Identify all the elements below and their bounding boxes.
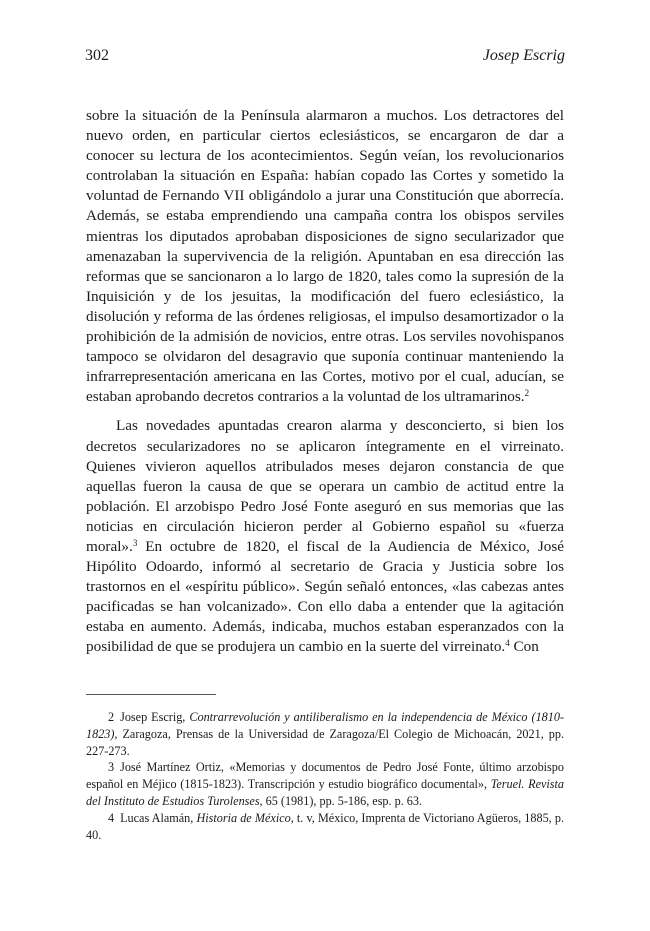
footnote-text: 65 (1981), pp. 5-186, esp. p. 63. xyxy=(262,793,423,808)
footnote-ref: 2 xyxy=(524,388,530,399)
footnote-text: Zaragoza, Prensas de la Universidad de Zaragoza/El Colegio de Michoacán, 2021, pp. 227-273. xyxy=(86,726,564,758)
footnote-text: t. v, México, Imprenta de Victoriano Agüeros, 1885, p. 40. xyxy=(86,810,564,842)
paragraph xyxy=(86,106,564,407)
footnote xyxy=(86,709,564,759)
page-number: 302 xyxy=(85,47,109,64)
footnote-text: Lucas Alamán, xyxy=(120,810,197,825)
footnotes xyxy=(86,709,564,843)
paragraph-text: Con xyxy=(509,638,539,656)
paragraph-text: En octubre de 1820, el fiscal de la Audiencia de México, José Hipólito Odoardo, informó al secretario de Gracia y Justicia sobre los trastornos en el «espíritu público». Según señaló entonces, «las cabezas antes pacificadas se han volcanizado». Con ello daba a entender que la agitación estaba en aumento. Además, indicaba, muchos estaban esperanzados con la posibilidad de que se produjera un cambio en la suerte del virreinato. xyxy=(86,537,564,656)
running-head: Josep Escrig xyxy=(482,47,565,64)
footnote-number: 2 xyxy=(108,710,115,724)
footnote-title: Teruel. Revista del Instituto de Estudios Turolenses, xyxy=(86,777,564,808)
paragraph xyxy=(86,416,564,657)
paragraph-text: sobre la situación de la Península alarmaron a muchos. Los detractores del nuevo orden, en particular ciertos eclesiásticos, se encargaron de dar a conocer su lectura de los acontecimientos. Según veían, los revolucionarios controlaban la situación en España: habían copado las Cortes y sometido la voluntad de Fernando VII obligándolo a jurar una Constitución que aborrecía. Además, se estaba emprendiendo una campaña contra los obispos serviles mientras los diputados aprobaban disposiciones de signo secularizador que amenazaban la supervivencia de la religión. Apuntaban en esa dirección las reformas que se sancionaron a lo largo de 1820, tales como la supresión de la Inquisición y de los jesuitas, la modificación del fuero eclesiástico, la disolución y reforma de las órdenes religiosas, el impulso desamortizador o la prohibición de la admisión de novicios, entre otras. Los serviles novohispanos tampoco se olvidaron del desagravio que suponía continuar manteniendo la infrarrepresentación americana en las Cortes, motivo por el cual, aducían, se estaban aprobando decretos contrarios a la voluntad de los ultramarinos. xyxy=(86,107,564,406)
footnote xyxy=(86,759,564,809)
footnote-number: 4 xyxy=(108,810,115,825)
footnote-text: Josep Escrig, xyxy=(120,710,190,724)
footnote-text: José Martínez Ortiz, «Memorias y documentos de Pedro José Fonte, último arzobispo español en Méjico (1815-1823). Transcripción y estudio biográfico documental», xyxy=(86,760,564,792)
footnote-title: Contrarrevolución y antiliberalismo en la independencia de México (1810-1823), xyxy=(86,710,564,741)
footnote-title: Historia de México, xyxy=(196,810,294,825)
body-text xyxy=(86,106,564,658)
footnote-divider xyxy=(86,694,216,695)
footnote-number: 3 xyxy=(108,760,115,775)
footnote xyxy=(86,810,564,844)
footnote-ref: 3 xyxy=(132,537,138,548)
paragraph-text: Las novedades apuntadas crearon alarma y desconcierto, si bien los decretos secularizadores no se aplicaron íntegramente en el virreinato. Quienes vivieron aquellos atribulados meses dejaron constancia de que aquellas fueron la causa de que se operara un cambio de actitud entre la población. El arzobispo Pedro José Fonte aseguró en sus memorias que las noticias en circulación hicieron perder al Gobierno español su «fuerza moral». xyxy=(86,417,564,555)
footnote-ref: 4 xyxy=(505,638,510,649)
